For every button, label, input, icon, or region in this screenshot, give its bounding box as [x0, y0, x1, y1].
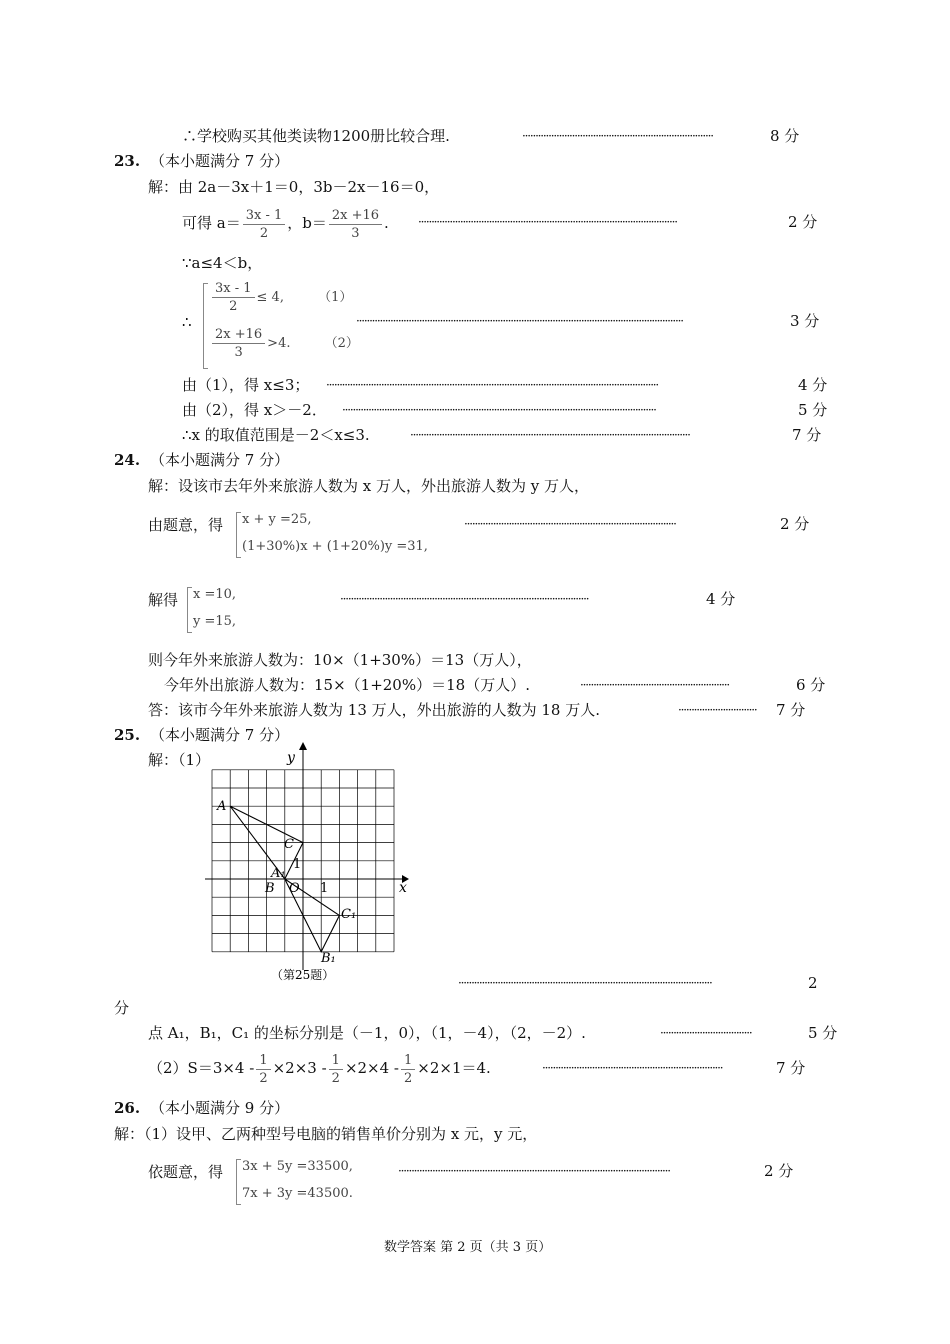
solution-line: 解：由 2a－3x＋1＝0，3b－2x－16＝0，: [148, 178, 440, 196]
dot-leader: ·····································································: [542, 1061, 723, 1075]
point-b1-label: B₁: [321, 951, 336, 966]
fraction: [212, 280, 255, 315]
x-axis-label: x: [399, 880, 407, 896]
denominator: 3: [351, 225, 360, 241]
numerator: 1: [329, 1052, 343, 1070]
score-unit: 分: [114, 999, 130, 1017]
score: 7 分: [792, 426, 822, 444]
system-brace: [236, 512, 241, 558]
equation-1: 3x + 5y =33500,: [242, 1159, 353, 1174]
y-axis-label: y: [287, 750, 295, 766]
dot-leader: ·························································: [580, 678, 730, 692]
dot-leader: ························································································································: [342, 403, 656, 417]
origin-label: O: [289, 881, 300, 896]
equation-1: x =10,: [193, 587, 237, 602]
question-number: 24.: [114, 451, 141, 469]
solution-line: 由（1），得 x≤3；: [182, 376, 310, 394]
dot-leader: ···································································································: [418, 215, 677, 229]
dot-leader: ········································································································: [398, 1164, 670, 1178]
solution-line: 则今年外来旅游人数为：10×（1+30%）＝13（万人），: [148, 651, 532, 669]
solution-line: ∴x 的取值范围是－2＜x≤3.: [182, 426, 370, 444]
text: >4.: [267, 336, 291, 351]
score: 2 分: [780, 515, 810, 533]
dot-leader: ·································································································: [458, 976, 712, 990]
score: 2: [808, 974, 818, 992]
solution-line: 解：（1）设甲、乙两种型号电脑的销售单价分别为 x 元，y 元，: [114, 1125, 538, 1143]
score: 6 分: [796, 676, 826, 694]
inequality-2: [210, 326, 359, 361]
denominator: 2: [404, 1070, 413, 1086]
score: 5 分: [808, 1024, 838, 1042]
score: 3 分: [790, 312, 820, 330]
score: 5 分: [798, 401, 828, 419]
score: 7 分: [776, 1059, 806, 1077]
text: （2）S＝3×4 -: [148, 1059, 255, 1077]
text: 可得 a＝: [182, 214, 241, 232]
score: 7 分: [776, 701, 806, 719]
point-c1-label: C₁: [341, 907, 357, 922]
equation-2: (1+30%)x + (1+20%)y =31,: [242, 539, 428, 554]
question-header: （本小题满分 7 分）: [150, 152, 290, 170]
therefore: ∴: [182, 313, 192, 331]
fraction: [329, 207, 382, 242]
system-brace: [236, 1159, 241, 1205]
equation-2: y =15,: [193, 614, 237, 629]
solution-line: 解得: [148, 591, 179, 609]
denominator: 2: [259, 225, 269, 241]
numerator: 2x +16: [329, 207, 382, 225]
denominator: 2: [331, 1070, 340, 1086]
dot-leader: ·········································································: [522, 129, 713, 143]
fraction-half: [329, 1052, 343, 1087]
equation-1: x + y =25,: [242, 512, 312, 527]
dot-leader: ·······························································································: [340, 592, 589, 606]
dot-leader: ···································: [660, 1026, 752, 1040]
text: ×2×1＝4.: [417, 1059, 491, 1077]
score: 2 分: [764, 1162, 794, 1180]
answer-line: 答：该市今年外来旅游人数为 13 万人，外出旅游的人数为 18 万人.: [148, 701, 601, 719]
dot-leader: ···········································································································: [410, 428, 690, 442]
point-labels: [216, 750, 407, 982]
question-number: 23.: [114, 152, 141, 170]
point-c-label: C: [284, 837, 294, 852]
question-number: 26.: [114, 1099, 141, 1117]
text: ，b＝: [287, 214, 327, 232]
tag: （1）: [318, 290, 353, 305]
solution-line-fractions: [182, 203, 389, 243]
text: .: [384, 214, 389, 232]
numerator: 1: [401, 1052, 415, 1070]
question-number: 25.: [114, 726, 141, 744]
text: ×2×3 -: [272, 1059, 327, 1077]
fraction-half: [401, 1052, 415, 1087]
solution-line: 由题意，得: [148, 516, 224, 534]
solution-line: ∵a≤4＜b，: [182, 254, 263, 272]
solution-line: 解：（1）: [148, 751, 211, 769]
numerator: 1: [256, 1052, 270, 1070]
figure-caption: （第25题）: [271, 968, 335, 982]
point-a1-label: A₁: [271, 866, 286, 881]
tag: （2）: [324, 336, 359, 351]
denominator: 3: [234, 345, 243, 360]
area-formula: [148, 1048, 491, 1088]
score: 4 分: [706, 590, 736, 608]
unit-y-label: 1: [293, 857, 302, 872]
score: 8 分: [770, 127, 800, 145]
line-conclusion: ∴学校购买其他类读物1200册比较合理.: [182, 127, 450, 145]
solution-line: 依题意，得: [148, 1163, 224, 1181]
axes: [205, 742, 409, 970]
text: ×2×4 -: [344, 1059, 399, 1077]
fraction: [212, 326, 265, 361]
numerator: 3x - 1: [212, 280, 255, 298]
score: 4 分: [798, 376, 828, 394]
coordinate-grid-figure: [195, 740, 425, 990]
question-header: （本小题满分 9 分）: [150, 1099, 290, 1117]
question-header: （本小题满分 7 分）: [150, 726, 290, 744]
question-header: （本小题满分 7 分）: [150, 451, 290, 469]
solution-line: 解：设该市去年外来旅游人数为 x 万人，外出旅游人数为 y 万人，: [148, 477, 590, 495]
numerator: 2x +16: [212, 326, 265, 344]
system-brace: [187, 587, 192, 633]
solution-line: 今年外出旅游人数为：15×（1+20%）＝18（万人）.: [164, 676, 530, 694]
numerator: 3x - 1: [243, 207, 286, 225]
dot-leader: ·······························································································································: [326, 378, 659, 392]
denominator: 2: [229, 299, 238, 314]
denominator: 2: [259, 1070, 268, 1086]
page-footer: 数学答案 第 2 页（共 3 页）: [384, 1240, 552, 1255]
fraction-half: [256, 1052, 270, 1087]
text: ≤ 4,: [256, 290, 284, 305]
unit-x-label: 1: [320, 881, 329, 896]
solution-line: 由（2），得 x＞－2．: [182, 401, 327, 419]
dot-leader: ·················································································: [464, 517, 676, 531]
dot-leader: ·····························································································································: [356, 314, 683, 328]
y-axis-arrow: [299, 742, 307, 750]
dot-leader: ······························: [678, 703, 757, 717]
equation-2: 7x + 3y =43500.: [242, 1186, 353, 1201]
fraction: [243, 207, 286, 242]
point-b-label: B: [265, 881, 275, 896]
inequality-1: [210, 280, 352, 315]
point-a-label: A: [217, 799, 227, 814]
solution-line: 点 A₁，B₁，C₁ 的坐标分别是（－1，0），（1，－4），（2，－2）.: [148, 1024, 586, 1042]
system-brace: [203, 283, 208, 369]
score: 2 分: [788, 213, 818, 231]
